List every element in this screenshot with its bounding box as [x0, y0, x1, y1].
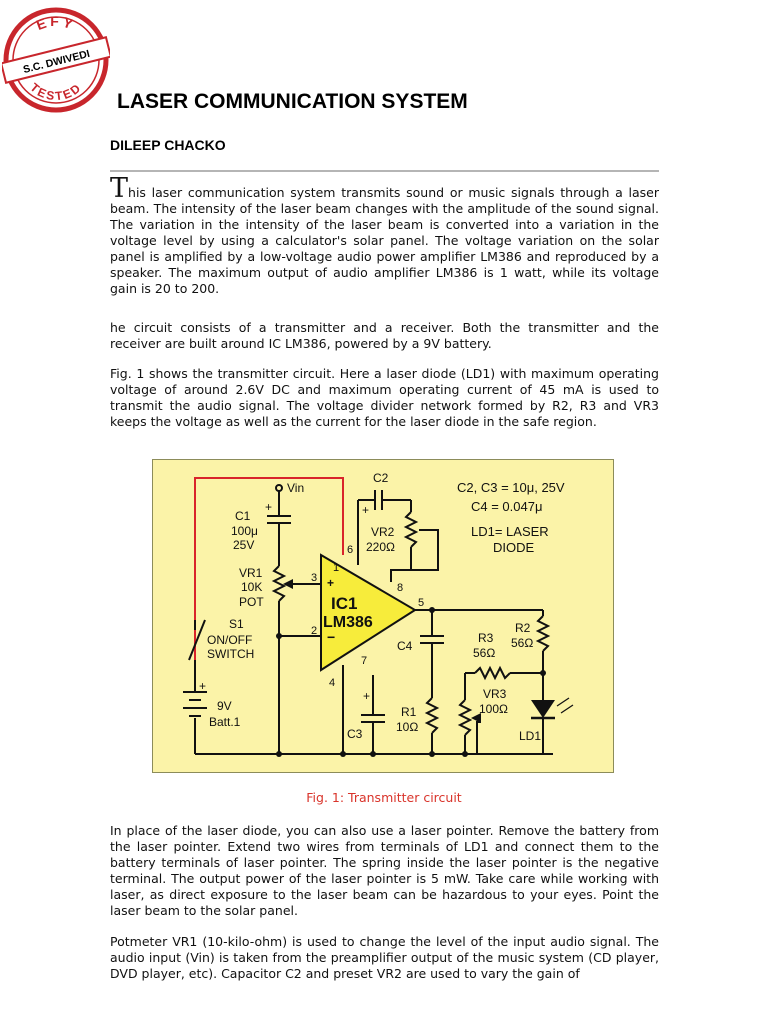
label-vr1-type: POT [239, 595, 264, 609]
drop-cap: T [110, 173, 129, 204]
label-vr2: VR2 [371, 525, 395, 539]
label-c1-value: 100μ [231, 524, 258, 538]
paragraph-potmeter: Potmeter VR1 (10-kilo-ohm) is used to change the level of the input audio signal. The audio input (Vin) is taken from the preamplifier output of the music system (CD player, DVD player, etc). Capacitor C2 and preset VR2 are used to vary the gain of [110, 934, 659, 981]
label-c1-plus: + [265, 500, 273, 514]
label-c2: C2 [373, 471, 389, 485]
paragraph-transmitter: Fig. 1 shows the transmitter circuit. Here a laser diode (LD1) with maximum operating voltage of around 2.6V DC and maximum operating current of 45 mA is used to transmit the audio signal. The voltage divider network formed by R2, R3 and VR3 keeps the voltage as well as the current for the laser diode in the safe region. [110, 366, 659, 429]
seal-band-text: S.C. DWIVEDI [21, 47, 92, 77]
label-ic1: IC1 [331, 594, 358, 613]
label-ld1: LD1 [519, 729, 542, 743]
label-c2-plus: + [362, 503, 370, 517]
label-s1-type: ON/OFF [207, 633, 253, 647]
paragraph-intro [110, 173, 659, 297]
label-vin: Vin [287, 481, 305, 495]
label-vr3-value: 100Ω [479, 702, 508, 716]
label-pin1: 1 [333, 562, 340, 574]
label-batt-name: Batt.1 [209, 715, 241, 729]
label-c4: C4 [397, 639, 413, 653]
label-pin5: 5 [418, 597, 425, 609]
label-r2-value: 56Ω [511, 636, 534, 650]
label-r3: R3 [478, 631, 494, 645]
article-title: LASER COMMUNICATION SYSTEM [117, 90, 468, 113]
note-ld1: LD1= LASER [471, 524, 549, 539]
label-vr3: VR3 [483, 687, 507, 701]
paragraph-circuit: he circuit consists of a transmitter and a receiver. Both the transmitter and the receiver are built around IC LM386, powered by a 9V battery. [110, 320, 659, 351]
label-r1-value: 10Ω [396, 720, 419, 734]
label-batt-plus: + [199, 679, 207, 693]
ic-minus: − [327, 629, 336, 645]
ic-plus: + [327, 576, 335, 590]
note-c2-c3: C2, C3 = 10μ, 25V [457, 480, 565, 495]
paragraph-laser-pointer: In place of the laser diode, you can also use a laser pointer. Remove the battery from the laser pointer. Extend two wires from terminals of LD1 and connect them to the battery terminals of laser pointer. The spring inside the laser pointer is the negative terminal. The output power of the laser pointer is 5 mW. Take care while working with laser, as direct exposure to the laser beam can be hazardous to your eyes. Point the laser beam to the solar panel. [110, 823, 659, 918]
article-author: DILEEP CHACKO [110, 137, 226, 153]
label-s1: S1 [229, 617, 244, 631]
label-vr1-value: 10K [241, 580, 263, 594]
label-pin6: 6 [347, 544, 354, 556]
label-pin8: 8 [397, 582, 404, 594]
seal-bottom-text: TESTED [27, 80, 85, 104]
efy-tested-seal [2, 6, 110, 114]
title-divider [110, 170, 659, 172]
label-pin7: 7 [361, 655, 368, 667]
label-r3-value: 56Ω [473, 646, 496, 660]
label-pin2: 2 [311, 625, 318, 637]
label-vr2-value: 220Ω [366, 540, 395, 554]
label-c1-voltage: 25V [233, 538, 255, 552]
label-r2: R2 [515, 621, 531, 635]
note-c4: C4 = 0.047μ [471, 499, 543, 514]
seal-top-text: EFY [34, 13, 78, 34]
label-c3: C3 [347, 727, 363, 741]
label-r1: R1 [401, 705, 417, 719]
label-pin4: 4 [329, 677, 336, 689]
label-batt: 9V [217, 699, 232, 713]
figure-caption: Fig. 1: Transmitter circuit [306, 790, 462, 805]
label-lm386: LM386 [323, 614, 373, 631]
label-vr1: VR1 [239, 566, 263, 580]
paragraph-intro-text: his laser communication system transmits sound or music signals through a laser beam. The intensity of the laser beam changes with the amplitude of the sound signal. The variation in the intensity of the laser beam is converted into a variation in the voltage level by using a calculator's solar panel. The voltage variation on the solar panel is amplified by a low-voltage audio power amplifier LM386 and reproduced by a speaker. The maximum output of audio amplifier LM386 is 1 watt, while its voltage gain is 20 to 200. [110, 185, 659, 296]
note-ld1-2: DIODE [493, 540, 535, 555]
label-c1: C1 [235, 509, 251, 523]
transmitter-circuit-figure [152, 459, 614, 773]
label-c3-plus: + [363, 689, 371, 703]
circuit-diagram [153, 460, 615, 774]
label-pin3: 3 [311, 572, 318, 584]
label-s1-type2: SWITCH [207, 647, 255, 661]
